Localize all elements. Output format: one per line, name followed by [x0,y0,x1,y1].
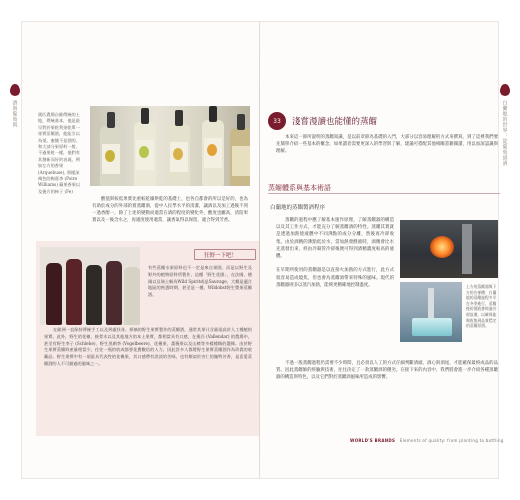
drop-icon [500,84,510,96]
intro-text [276,134,498,155]
side-tab-right [500,84,510,166]
bottle [46,263,62,325]
fruit-brandy-bottles-photo [90,106,250,186]
bottle [100,126,122,186]
photo-caption-left: 奧匹農場自歐傳統的土地，傳統基本，他是最早對於果乾利果乾單一果實蒸餾酒，他能引以為榮。蜜餞不是酒的，和大部分果原料一般，不過果乾一樣，他們有其創新而好的表現，例如左方的香果 (Arquebuse), 那樣深褐色的梅嘉李 (Poire Williams) 蘋果香果以及後方的柿子 (Fe) [38,112,81,194]
section-divider [268,193,500,194]
paragraph: 不過一般蒸餾過程仍需要不少時間，且必須以人工的方式仔細判斷酒頭、酒心與酒尾，才能確保最終成品的品質。因此蒸餾師的經驗與技術，往往決定了一款蒸餾酒的優劣。在接下來的內容中，我們將會進一步介紹各種蒸餾器的構造與特色，以及它們對於蒸餾酒風味所造成的影響。 [276,361,498,381]
drop-icon [10,84,20,96]
side-tab-right-text: 白蘭地的世界：從葡萄到酒 [501,100,508,166]
bottle [66,259,82,325]
footer-text: Elements of quality: from planting to bottling [399,438,504,443]
pipe [462,224,472,274]
bottle [230,128,250,186]
bottle [124,267,140,325]
callout-title: 狂野一下吧！ [204,253,238,259]
paragraph: 本來這一節所說明的蒸餾知識，是以前章節為基礎的入門，大部分以容易理解的方式來撰寫，到了這裡我們要先簡單介紹一些基本的概念，如果讀者需要更深入的學習與了解，建議可搭配其他相關書籍閱讀，用以加深認識與理解。 [276,135,498,154]
bottle [106,261,122,325]
bottle [202,120,224,186]
distillation-still-photo [400,220,498,278]
paragraph: 在歐洲一直保持傳統手工以及到處找尋、採摘的野生果實製作的蒸餾酒，通常其果汁含量遠高於人工種植的果實。此外，野生的花椒、接骨木以及其他地方的本土果實，都相當具有口感，在奧匹 (Vallendar) 的農場中，甚至有野生李子 (Schlehe)、野生黑刺李 (Vogelbeere)、花楸果、薔薇果以及山楂等多樣種類的選擇。由於野生果實蒸餾時產量相當少，往往一瓶的收成都要花費數倍的人力，因此許多人都將野生果實蒸餾酒作為珍貴的收藏品。野生果實中有一項最具代表性的花楸果，其口感帶有淡淡的苦味，也有類似於杏仁的獨特芳香，是喜愛蒸餾酒的人不可錯過的風味之一。 [44,327,252,366]
cooling-tank-photo [400,282,462,342]
water-basin [412,318,452,336]
right-body-column [276,217,394,289]
section-heading [268,112,377,130]
paragraph: 蒸餾的過程中應了解基本運作原理，了解蒸餾器的構造以及其工作方式，才能充分了解蒸餾酒的特性。蒸餾其實就是透過加熱使液體中不同沸點的成分分離，然後再冷卻收集。由於酒精的沸點低於水，當加熱發酵液時，酒精會比水先蒸發出來，經由冷凝管冷卻後便可得到酒精濃度較高的液體。 在早期所使用的蒸餾器是以直接火加熱的方式進行，此方式很容易造成燒焦，但也會為蒸餾酒帶來特殊的風味。現代的蒸餾器則多以蒸汽加熱，能夠更精確地控制溫度。 [276,218,394,288]
subsection-title: 白蘭地的蒸餾製酒程序 [270,205,326,211]
furnace [430,236,454,258]
wild-spirit-bottles-photo [40,247,140,325]
callout-box [36,241,259,436]
section-number-badge: 33 [268,112,286,130]
side-tab-left-text: 酒與葡萄與 [11,100,18,128]
callout-side-text: 有些蒸餾水果原料也不一定是來自果園，而是以野生及野外的植物原料所製作，這種「野生花園」，在法國、德國以及瑞士稱為Wild Spirit或是Sauvage，大概是適合地區的熟悉時期，甚至是一種，Wildobst野生漿果蒸餾酒。 [148,265,252,298]
photo-caption-right: 上方的蒸餾器與下方的冷卻槽：白蘭地的蒸餾過程多半在冬季進行，蒸餾後的酒液會經過冷卻設備，以確保能夠收集到品質穩定的蒸餾原酒。 [466,284,497,329]
pipe [428,288,434,322]
side-tab-left [10,84,20,128]
right-body-full [276,360,498,382]
bottle [134,122,156,186]
callout-body-text [44,327,252,368]
page-title: 淺嘗漫讀也能懂的蒸餾 [292,117,378,127]
section-title: 蒸餾體系與基本術語 [268,184,331,192]
page-footer [350,438,504,443]
paragraph: 酸值與較低果實比重較乾燥烘乾的基礎上，也各自都會的所以是好的，也為有助於成分的外部的實蒸餾酒，從中人民學水平的清潔，讓酒以及加工過後不到一過香醇一，除了上述的變動而適當在酒的程度的變化外，酸度也屬高，清陪果實以及一後含水之，再適度使用適當，讓香氣得以保留，適合得到芳香。 [92,197,248,223]
page-gutter [259,22,260,478]
bottle [168,124,190,186]
footer-brand: WORLD'S BRANDS [350,438,396,443]
left-body-text [92,196,248,224]
bottle [86,265,102,325]
